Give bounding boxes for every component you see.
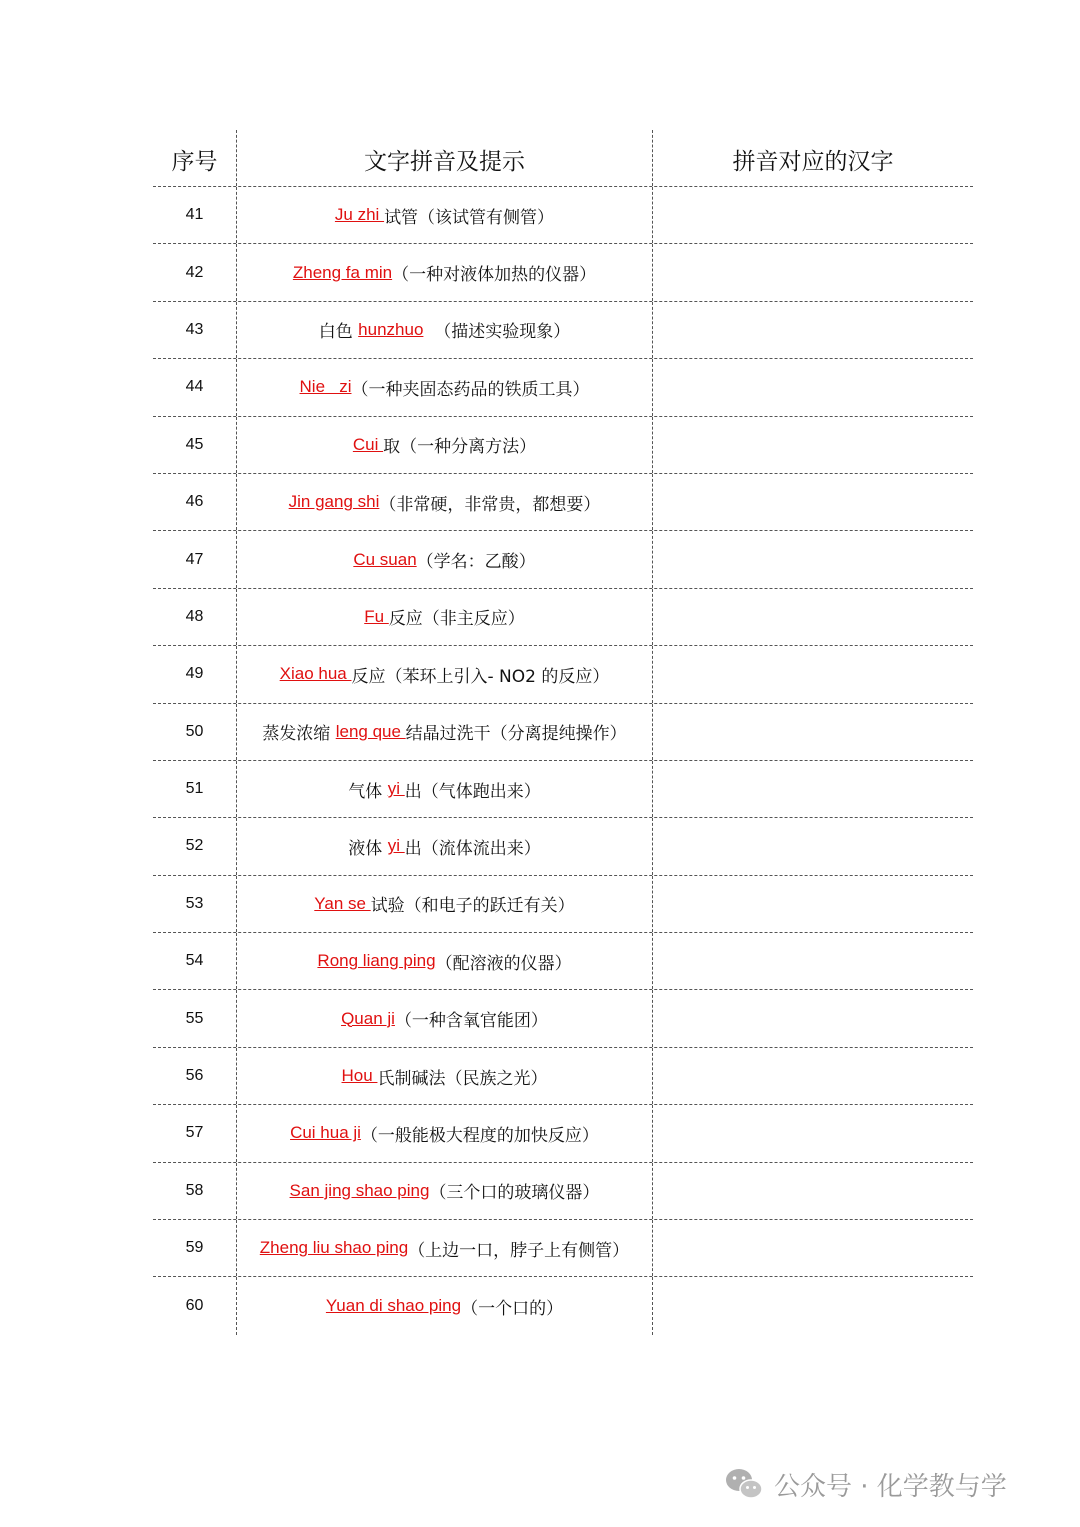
answer-cell[interactable] bbox=[653, 1163, 973, 1219]
answer-cell[interactable] bbox=[653, 359, 973, 415]
answer-cell[interactable] bbox=[653, 1048, 973, 1104]
row-number: 56 bbox=[153, 1048, 237, 1104]
hint-text: （一种含氧官能团） bbox=[394, 1011, 548, 1032]
answer-cell[interactable] bbox=[653, 531, 973, 587]
pinyin-text: Hou bbox=[341, 1066, 378, 1086]
pinyin-text: Yan se bbox=[314, 893, 371, 913]
hint-text: （学名：乙酸） bbox=[416, 552, 536, 573]
row-number: 58 bbox=[153, 1163, 237, 1219]
row-number: 57 bbox=[153, 1105, 237, 1161]
table-row bbox=[153, 818, 973, 875]
hint-text: 氏制碱法（民族之光） bbox=[377, 1068, 548, 1089]
pinyin-text: Yuan di shao ping bbox=[325, 1296, 462, 1316]
pinyin-text: Ju zhi bbox=[334, 205, 385, 225]
table-row bbox=[153, 876, 973, 933]
hint-text: 结晶过洗干（分离提纯操作） bbox=[405, 724, 627, 745]
row-number: 51 bbox=[153, 761, 237, 817]
pinyin-hint-cell bbox=[237, 302, 653, 358]
row-number: 53 bbox=[153, 876, 237, 932]
worksheet-table bbox=[153, 130, 973, 1335]
pinyin-text: leng que bbox=[335, 721, 406, 741]
pinyin-hint-cell bbox=[237, 818, 653, 874]
table-row bbox=[153, 359, 973, 416]
pinyin-hint-cell bbox=[237, 1277, 653, 1334]
hint-text: （一种夹固态药品的铁质工具） bbox=[351, 379, 590, 400]
table-row bbox=[153, 704, 973, 761]
row-number: 48 bbox=[153, 589, 237, 645]
watermark-text: 公众号 · 化学教与学 bbox=[774, 1471, 1007, 1502]
pinyin-hint-cell bbox=[237, 187, 653, 243]
table-row bbox=[153, 1048, 973, 1105]
pinyin-hint-cell bbox=[237, 704, 653, 760]
row-number: 52 bbox=[153, 818, 237, 874]
pinyin-text: hunzhuo bbox=[358, 319, 424, 339]
hint-text: 反应（苯环上引入- NO2 的反应） bbox=[351, 666, 610, 687]
answer-cell[interactable] bbox=[653, 1277, 973, 1334]
table-row bbox=[153, 302, 973, 359]
pinyin-hint-cell bbox=[237, 359, 653, 415]
hint-text: （上边一口，脖子上有侧管） bbox=[408, 1240, 630, 1261]
row-number: 54 bbox=[153, 933, 237, 989]
table-row bbox=[153, 589, 973, 646]
pinyin-text: Rong liang ping bbox=[317, 951, 436, 971]
table-row bbox=[153, 1105, 973, 1162]
prefix-text: 气体 bbox=[348, 781, 388, 802]
header-answer: 拼音对应的汉字 bbox=[732, 148, 894, 175]
pinyin-hint-cell bbox=[237, 1048, 653, 1104]
table-row bbox=[153, 990, 973, 1047]
answer-cell[interactable] bbox=[653, 244, 973, 300]
prefix-text: 白色 bbox=[318, 322, 359, 343]
row-number: 43 bbox=[153, 302, 237, 358]
pinyin-hint-cell bbox=[237, 589, 653, 645]
table-row bbox=[153, 244, 973, 301]
hint-text: （三个口的玻璃仪器） bbox=[429, 1183, 600, 1204]
answer-cell[interactable] bbox=[653, 187, 973, 243]
table-body bbox=[153, 187, 973, 1335]
pinyin-text: Quan ji bbox=[341, 1008, 395, 1028]
table-row bbox=[153, 531, 973, 588]
header-number: 序号 bbox=[153, 130, 237, 186]
row-number: 50 bbox=[153, 704, 237, 760]
table-row bbox=[153, 761, 973, 818]
answer-cell[interactable] bbox=[653, 417, 973, 473]
hint-text: （一般能极大程度的加快反应） bbox=[360, 1125, 599, 1146]
watermark bbox=[724, 1462, 1007, 1506]
hint-text: 出（气体跑出来） bbox=[404, 781, 541, 802]
pinyin-text: yi bbox=[387, 779, 405, 799]
pinyin-hint-cell bbox=[237, 876, 653, 932]
answer-cell[interactable] bbox=[653, 761, 973, 817]
hint-text: （一个口的） bbox=[461, 1298, 564, 1319]
answer-cell[interactable] bbox=[653, 646, 973, 702]
table-row bbox=[153, 1220, 973, 1277]
table-row bbox=[153, 187, 973, 244]
pinyin-hint-cell bbox=[237, 646, 653, 702]
pinyin-hint-cell bbox=[237, 933, 653, 989]
answer-cell[interactable] bbox=[653, 589, 973, 645]
hint-text: （非常硬，非常贵，都想要） bbox=[379, 494, 601, 515]
row-number: 49 bbox=[153, 646, 237, 702]
pinyin-hint-cell bbox=[237, 990, 653, 1046]
row-number: 60 bbox=[153, 1277, 237, 1334]
pinyin-hint-cell bbox=[237, 531, 653, 587]
pinyin-text: Cu suan bbox=[353, 549, 417, 569]
row-number: 46 bbox=[153, 474, 237, 530]
answer-cell[interactable] bbox=[653, 1220, 973, 1276]
prefix-text: 液体 bbox=[348, 838, 388, 859]
table-row bbox=[153, 474, 973, 531]
answer-cell[interactable] bbox=[653, 302, 973, 358]
row-number: 44 bbox=[153, 359, 237, 415]
pinyin-text: Cui hua ji bbox=[290, 1123, 361, 1143]
pinyin-text: Zheng liu shao ping bbox=[259, 1238, 409, 1258]
answer-cell[interactable] bbox=[653, 474, 973, 530]
table-header-row bbox=[153, 130, 973, 187]
table-row bbox=[153, 1277, 973, 1334]
row-number: 42 bbox=[153, 244, 237, 300]
row-number: 47 bbox=[153, 531, 237, 587]
pinyin-text: Jin gang shi bbox=[288, 492, 380, 512]
answer-cell[interactable] bbox=[653, 876, 973, 932]
answer-cell[interactable] bbox=[653, 704, 973, 760]
table-row bbox=[153, 933, 973, 990]
pinyin-hint-cell bbox=[237, 417, 653, 473]
pinyin-text: Fu bbox=[364, 606, 389, 626]
hint-text: 试验（和电子的跃迁有关） bbox=[370, 896, 575, 917]
table-row bbox=[153, 1163, 973, 1220]
hint-text: （配溶液的仪器） bbox=[435, 953, 572, 974]
hint-text: （一种对液体加热的仪器） bbox=[392, 265, 597, 286]
row-number: 59 bbox=[153, 1220, 237, 1276]
hint-text: （描述实验现象） bbox=[423, 322, 571, 343]
pinyin-hint-cell bbox=[237, 761, 653, 817]
row-number: 55 bbox=[153, 990, 237, 1046]
answer-cell[interactable] bbox=[653, 1105, 973, 1161]
prefix-text: 蒸发浓缩 bbox=[262, 724, 336, 745]
pinyin-hint-cell bbox=[237, 1220, 653, 1276]
pinyin-hint-cell bbox=[237, 244, 653, 300]
pinyin-hint-cell bbox=[237, 1105, 653, 1161]
table-row bbox=[153, 646, 973, 703]
pinyin-hint-cell bbox=[237, 474, 653, 530]
pinyin-text: Xiao hua bbox=[279, 664, 352, 684]
hint-text: 取（一种分离方法） bbox=[383, 437, 537, 458]
pinyin-hint-cell bbox=[237, 1163, 653, 1219]
answer-cell[interactable] bbox=[653, 933, 973, 989]
hint-text: 出（流体流出来） bbox=[404, 838, 541, 859]
hint-text: 试管（该试管有侧管） bbox=[384, 207, 555, 228]
pinyin-text: yi bbox=[387, 836, 405, 856]
pinyin-text: Cui bbox=[352, 434, 384, 454]
header-pinyin-hint: 文字拼音及提示 bbox=[237, 130, 653, 186]
pinyin-text: Nie zi bbox=[299, 377, 352, 397]
table-row bbox=[153, 417, 973, 474]
row-number: 45 bbox=[153, 417, 237, 473]
wechat-icon bbox=[724, 1467, 764, 1501]
pinyin-text: Zheng fa min bbox=[292, 262, 393, 282]
answer-cell[interactable] bbox=[653, 990, 973, 1046]
row-number: 41 bbox=[153, 187, 237, 243]
answer-cell[interactable] bbox=[653, 818, 973, 874]
hint-text: 反应（非主反应） bbox=[388, 609, 525, 630]
pinyin-text: San jing shao ping bbox=[289, 1180, 430, 1200]
